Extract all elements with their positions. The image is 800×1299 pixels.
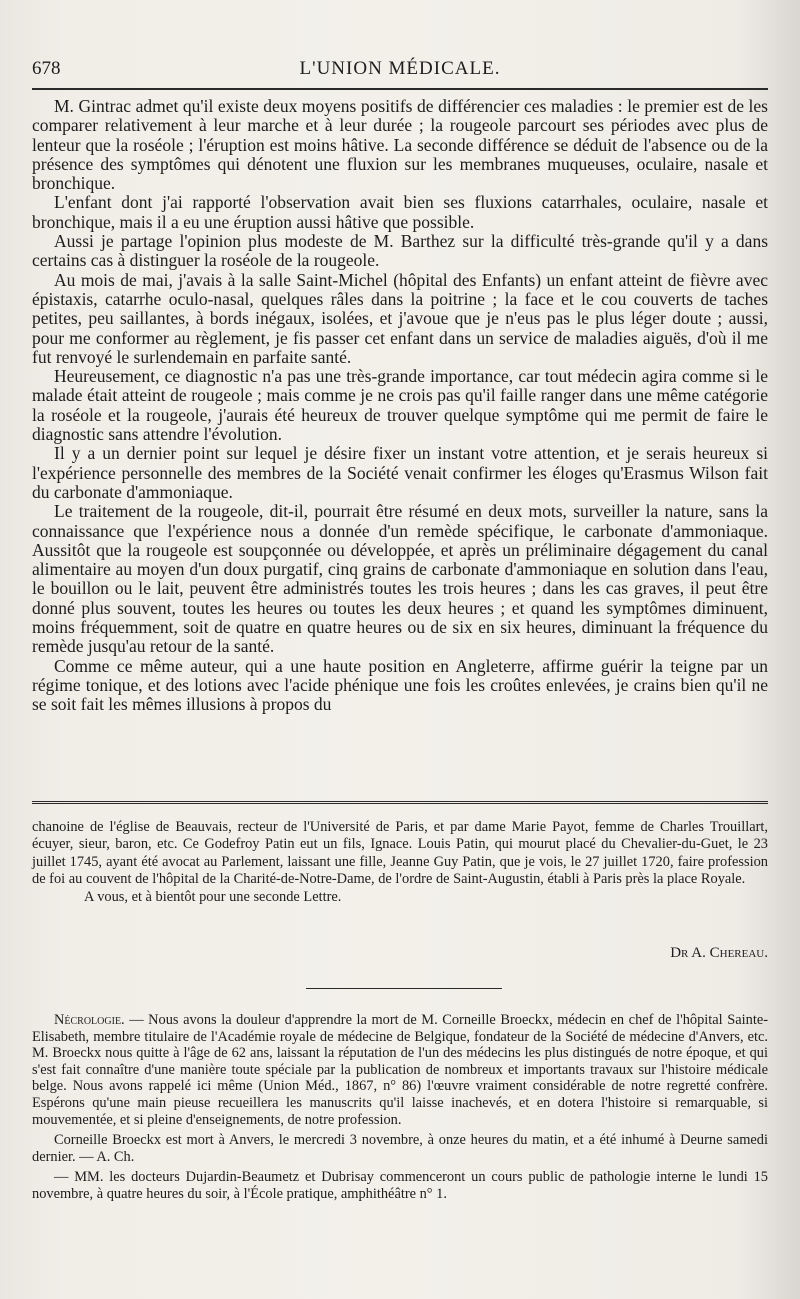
paragraph: Corneille Broeckx est mort à Anvers, le mercredi 3 novembre, à onze heures du matin, et a été inhumé à Deurne samedi dernier. — A. Ch. (32, 1132, 768, 1165)
header-rule (32, 88, 768, 90)
news-section (32, 1012, 768, 1207)
necrology-heading: Nécrologie. (54, 1012, 125, 1028)
page-header (32, 58, 768, 82)
paragraph: chanoine de l'église de Beauvais, recteur de l'Université de Paris, et par dame Marie Payot, femme de Charles Trouillart, écuyer, sieur, baron, etc. Ce Godefroy Patin eut un fils, Ignace. Louis Patin, qui mourut placé du Chevalier-du-Guet, le 23 juillet 1745, ayant été avocat au Parlement, laissant une fille, Jeanne Guy Patin, que je vois, le 27 juillet 1720, faire profession de foi au couvent de l'hôpital de la Charité-de-Notre-Dame, de l'ordre de Saint-Augustin, établi à Paris près la place Royale. (32, 819, 768, 888)
main-article (32, 97, 768, 715)
necrology-paragraph (32, 1012, 768, 1128)
closing-line: A vous, et à bientôt pour une seconde Lettre. (84, 888, 342, 905)
paragraph: — MM. les docteurs Dujardin-Beaumetz et Dubrisay commenceront un cours public de pathologie interne le lundi 15 novembre, à quatre heures du soir, à l'École pratique, amphithéâtre n° 1. (32, 1169, 768, 1202)
paragraph: Aussi je partage l'opinion plus modeste de M. Barthez sur la difficulté très-grande qu'il y a dans certains cas à distinguer la roséole de la rougeole. (32, 231, 768, 271)
paragraph: M. Gintrac admet qu'il existe deux moyens positifs de différencier ces maladies : le premier est de les comparer relativement à leur marche et à leur durée ; la rougeole parcourt ses périodes avec plus de lenteur que la roséole ; l'éruption est moins hâtive. La seconde différence se déduit de l'absence ou de la présence des symptômes qui dénotent une fluxion sur les membranes muqueuses, oculaire, nasale et bronchique. (32, 96, 768, 194)
page-number: 678 (32, 58, 61, 79)
paragraph: Au mois de mai, j'avais à la salle Saint-Michel (hôpital des Enfants) un enfant atteint de fièvre avec épistaxis, catarrhe oculo-nasal, quelques râles dans la poitrine ; la face et le cou couverts de taches petites, peu saillantes, à bords inégaux, isolées, et j'avoue que je n'eus pas le plus léger doute ; aussi, pour me conformer au règlement, je fis passer cet enfant dans un service de maladies aiguës, d'où il me fut renvoyé le surlendemain en parfaite santé. (32, 269, 768, 367)
signature: Dr A. Chereau. (670, 945, 768, 961)
running-title: L'UNION MÉDICALE. (299, 58, 501, 79)
necrology-text: — Nous avons la douleur d'apprendre la mort de M. Corneille Broeckx, médecin en chef de l'hôpital Sainte-Elisabeth, membre titulaire de l'Académie royale de médecine de Belgique, fondateur de la Société de médecine d'Anvers, etc. M. Broeckx nous quitte à l'âge de 62 ans, laissant la réputation de l'un des médecins les plus distingués de notre époque, et qui s'est fait connaître d'une manière toute spéciale par la publication de nombreux et importants travaux sur l'histoire médicale belge. Nous avons rappelé ici même (Union Méd., 1867, n° 86) l'œuvre vraiment considérable de notre regretté confrère. Espérons qu'une main pieuse recueillera les manuscrits qu'il laisse inachevés, et en dotera l'histoire si remarquable, si mouvementée, et si pleine d'enseignements, de notre profession. (32, 1012, 768, 1128)
section-rule (32, 801, 768, 806)
separator-rule (306, 988, 502, 989)
paragraph: Heureusement, ce diagnostic n'a pas une très-grande importance, car tout médecin agira comme si le malade était atteint de rougeole ; mais comme je ne crois pas qu'il faille ranger dans une même catégorie la roséole et la rougeole, j'aurais été heureux de trouver quelque symptôme qui me permit de faire le diagnostic sans attendre l'évolution. (32, 366, 768, 445)
paragraph: Comme ce même auteur, qui a une haute position en Angleterre, affirme guérir la teigne par un régime tonique, et des lotions avec l'acide phénique une fois les croûtes enlevées, je crains bien qu'il ne se soit fait les mêmes illusions à propos du (32, 655, 768, 715)
paragraph: Il y a un dernier point sur lequel je désire fixer un instant votre attention, et je serais heureux si l'expérience personnelle des membres de la Société venait confirmer les éloges qu'Erasmus Wilson fait du carbonate d'ammoniaque. (32, 443, 768, 502)
paragraph: L'enfant dont j'ai rapporté l'observation avait bien ses fluxions catarrhales, oculaire, nasale et bronchique, mais il a eu une éruption aussi hâtive que possible. (32, 192, 768, 232)
letter-continuation (32, 819, 768, 906)
paragraph: Le traitement de la rougeole, dit-il, pourrait être résumé en deux mots, surveiller la nature, sans la connaissance que l'expérience nous a donnée d'un remède spécifique, le carbonate d'ammoniaque. Aussitôt que la rougeole est soupçonnée ou développée, et après un préliminaire dégagement du canal alimentaire au moyen d'un doux purgatif, cinq grains de carbonate d'ammoniaque en solution dans l'eau, le bouillon ou le lait, peuvent être administrés toutes les trois heures ; dans les cas graves, il peut être donné plus souvent, toutes les heures ou toutes les deux heures ; et quand les symptômes diminuent, moins fréquemment, soit de quatre en quatre heures ou de six en six heures, diminuant la fréquence du remède jusqu'au retour de la santé. (32, 501, 768, 657)
